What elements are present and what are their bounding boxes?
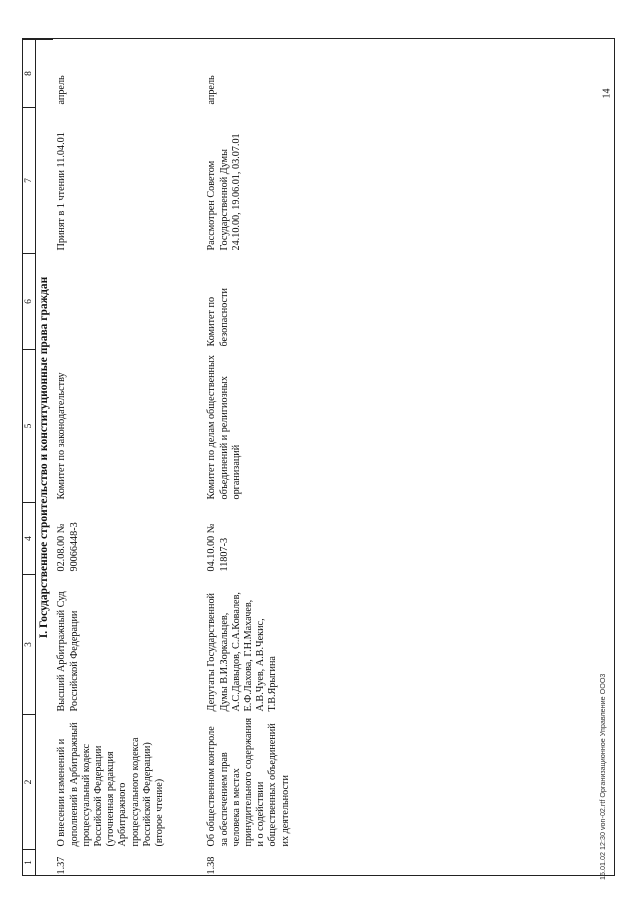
bill-status: Принят в 1 чтении 11.04.01: [56, 132, 68, 251]
column-header: 6: [23, 254, 36, 350]
column-header: 3: [23, 575, 36, 715]
bill-date-number: 02.08.00 № 90066448-3: [56, 522, 80, 572]
bill-title: Об общественном контроле за обеспечением прав человека в местах принудительного содержания и о содействии общественных объединений их деятельности: [206, 717, 291, 847]
footer-text: 16.01.02 12:30 von-02.rtf Организационное Управление ООО3: [598, 673, 607, 880]
landscape-page: [22, 40, 614, 876]
table-frame: [22, 38, 615, 876]
bill-term: апрель: [56, 75, 68, 105]
responsible-committee: Комитет по законодательству: [56, 372, 68, 500]
column-header: 1: [23, 850, 36, 876]
bill-title: О внесении изменений и дополнений в Арбитражный процессуальный кодекс Российской Федерации (уточненная редакция Арбитражного процессуального кодекса Российской Федерации) (второе чтение): [56, 722, 166, 847]
page-number: 14: [601, 88, 613, 99]
column-header: 2: [23, 715, 36, 850]
bill-status: Рассмотрен Советом Государственной Думы 24.10.00, 19.06.01, 03.07.01: [206, 133, 242, 251]
column-header: 5: [23, 350, 36, 503]
bill-author: Депутаты Государственной Думы В.И.Зоркальцев, А.С.Давыдов, С.А.Ковалев, Е.Ф.Лахова, Г.Н.Махачев, А.В.Чуев, А.В.Чекис, Т.В.Ярыгина: [206, 592, 279, 712]
co-committee: Комитет по безопасности: [206, 288, 230, 347]
responsible-committee: Комитет по делам общественных объединений и религиозных организаций: [206, 355, 242, 500]
row-number: 1.38: [206, 856, 218, 875]
bill-term: апрель: [206, 75, 218, 105]
bill-author: Высший Арбитражный Суд Российской Федерации: [56, 591, 80, 712]
column-header: 8: [23, 40, 36, 108]
row-number: 1.37: [56, 856, 68, 875]
section-title: I. Государственное строительство и конституционные права граждан: [36, 40, 54, 876]
column-header: 7: [23, 108, 36, 254]
column-header: 4: [23, 503, 36, 575]
bill-date-number: 04.10.00 № 11807-3: [206, 523, 230, 572]
